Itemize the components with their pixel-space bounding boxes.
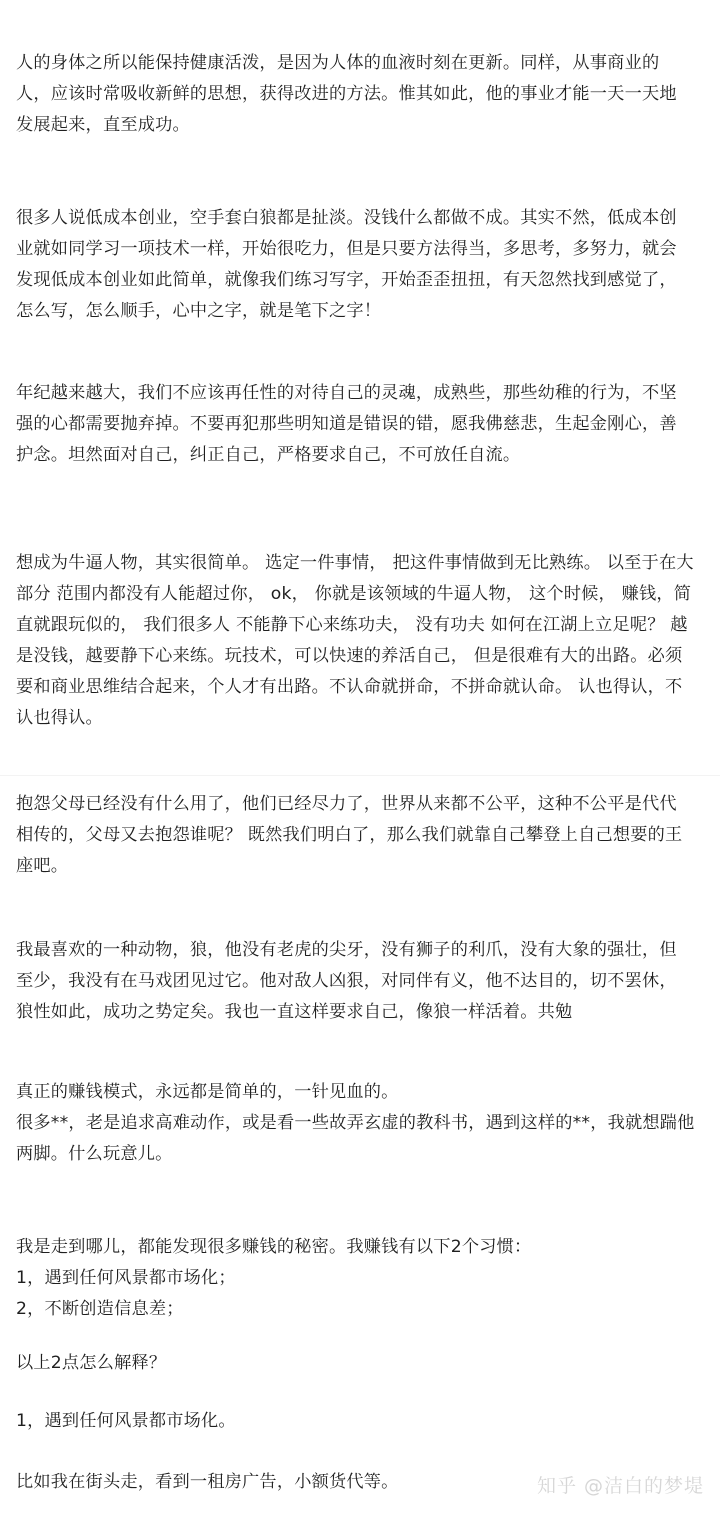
text-line: 强的心都需要抛弃掉。不要再犯那些明知道是错误的错，愿我佛慈悲，生起金刚心，善 — [16, 414, 677, 434]
text-line: 直就跟玩似的， 我们很多人 不能静下心来练功夫， 没有功夫 如何在江湖上立足呢？ 越 — [16, 615, 688, 635]
text-line: 年纪越来越大，我们不应该再任性的对待自己的灵魂，成熟些，那些幼稚的行为，不坚 — [16, 383, 677, 403]
text-line: 护念。坦然面对自己，纠正自己，严格要求自己，不可放任自流。 — [16, 445, 521, 465]
paragraph — [16, 1077, 716, 1170]
paragraph — [16, 935, 716, 1028]
text-line: 人的身体之所以能保持健康活泼，是因为人体的血液时刻在更新。同样，从事商业的 — [16, 53, 660, 73]
text-line: 至少，我没有在马戏团见过它。他对敌人凶狠，对同伴有义，他不达目的，切不罢休， — [16, 971, 677, 991]
paragraph — [16, 1348, 716, 1379]
watermark: 知乎 @洁白的梦堤 — [536, 1475, 704, 1497]
paragraph — [16, 789, 716, 882]
paragraph — [16, 548, 716, 734]
text-line: 以上2点怎么解释？ — [16, 1353, 167, 1373]
paragraph — [16, 203, 716, 327]
text-line: 怎么写，怎么顺手，心中之字，就是笔下之字！ — [16, 301, 382, 321]
text-line: 2，不断创造信息差； — [16, 1299, 184, 1319]
text-line: 抱怨父母已经没有什么用了，他们已经尽力了，世界从来都不公平，这种不公平是代代 — [16, 794, 677, 814]
text-line: 部分 范围内都没有人能超过你， ok， 你就是该领域的牛逼人物， 这个时候， 赚钱，简 — [16, 584, 692, 604]
text-line: 我最喜欢的一种动物，狼，他没有老虎的尖牙，没有狮子的利爪，没有大象的强壮，但 — [16, 940, 677, 960]
text-line: 座吧。 — [16, 856, 69, 876]
paragraph — [16, 1232, 716, 1325]
text-line: 要和商业思维结合起来，个人才有出路。不认命就拼命，不拼命就认命。 认也得认，不 — [16, 677, 683, 697]
text-line: 发现低成本创业如此简单，就像我们练习写字，开始歪歪扭扭，有天忽然找到感觉了， — [16, 270, 677, 290]
text-line: 人，应该时常吸收新鲜的思想，获得改进的方法。惟其如此，他的事业才能一天一天地 — [16, 84, 677, 104]
text-line: 真正的赚钱模式，永远都是简单的，一针见血的。 — [16, 1082, 399, 1102]
divider — [0, 775, 720, 776]
text-line: 两脚。什么玩意儿。 — [16, 1144, 173, 1164]
text-line: 相传的，父母又去抱怨谁呢？ 既然我们明白了，那么我们就靠自己攀登上自己想要的王 — [16, 825, 683, 845]
text-line: 想成为牛逼人物，其实很简单。 选定一件事情， 把这件事情做到无比熟练。 以至于在大 — [16, 553, 694, 573]
text-line: 是没钱，越要静下心来练。玩技术，可以快速的养活自己， 但是很难有大的出路。必须 — [16, 646, 683, 666]
text-line: 1，遇到任何风景都市场化。 — [16, 1411, 236, 1431]
paragraph — [16, 48, 716, 141]
text-line: 很多**，老是追求高难动作，或是看一些故弄玄虚的教科书，遇到这样的**，我就想踹他 — [16, 1113, 695, 1133]
text-line: 业就如同学习一项技术一样，开始很吃力，但是只要方法得当，多思考，多努力，就会 — [16, 239, 677, 259]
text-line: 1，遇到任何风景都市场化； — [16, 1268, 236, 1288]
text-line: 认也得认。 — [16, 708, 103, 728]
paragraph — [16, 1406, 716, 1437]
text-line: 我是走到哪儿，都能发现很多赚钱的秘密。我赚钱有以下2个习惯： — [16, 1237, 532, 1257]
text-line: 狼性如此，成功之势定矣。我也一直这样要求自己，像狼一样活着。共勉 — [16, 1002, 573, 1022]
text-line: 比如我在街头走，看到一租房广告，小额货代等。 — [16, 1472, 399, 1492]
text-line: 很多人说低成本创业，空手套白狼都是扯淡。没钱什么都做不成。其实不然，低成本创 — [16, 208, 677, 228]
paragraph — [16, 378, 716, 471]
text-line: 发展起来，直至成功。 — [16, 115, 190, 135]
